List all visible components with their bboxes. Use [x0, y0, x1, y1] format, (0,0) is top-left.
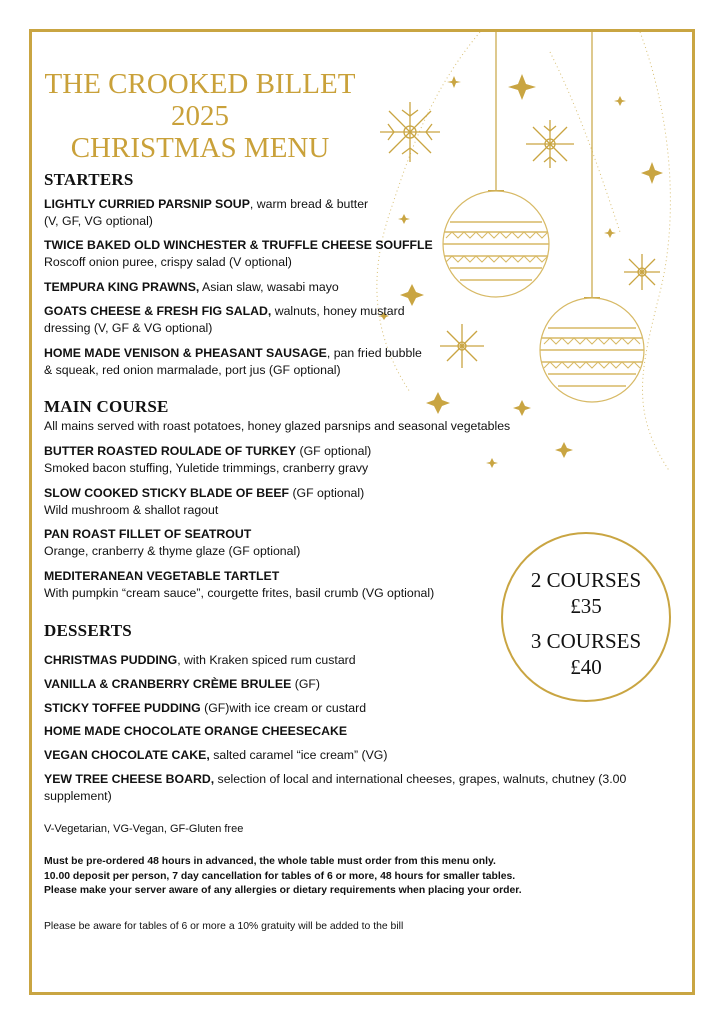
- dessert-item: HOME MADE CHOCOLATE ORANGE CHEESECAKE: [44, 724, 348, 738]
- main-item: SLOW COOKED STICKY BLADE OF BEEF (GF optional) Wild mushroom & shallot ragout: [44, 486, 365, 517]
- main-item: MEDITERANEAN VEGETABLE TARTLET With pumpkin “cream sauce”, courgette frites, basil crumb (VG optional): [44, 569, 435, 600]
- starter-item: TWICE BAKED OLD WINCHESTER & TRUFFLE CHEESE SOUFFLE Roscoff onion puree, crispy salad (V optional): [44, 238, 433, 269]
- starter-item: TEMPURA KING PRAWNS, Asian slaw, wasabi mayo: [44, 280, 339, 294]
- dessert-item: VEGAN CHOCOLATE CAKE, salted caramel “ice cream” (VG): [44, 748, 388, 762]
- dessert-item: STICKY TOFFEE PUDDING (GF)with ice cream or custard: [44, 701, 367, 715]
- three-courses-price: £40: [570, 655, 602, 679]
- starter-item: LIGHTLY CURRIED PARSNIP SOUP, warm bread & butter (V, GF, VG optional): [44, 197, 369, 228]
- bauble-icon: [443, 190, 549, 297]
- dessert-item: YEW TREE CHEESE BOARD, selection of local and international cheeses, grapes, walnuts, chutney (3.00 supplement): [44, 772, 627, 803]
- dessert-item: VANILLA & CRANBERRY CRÈME BRULEE (GF): [44, 677, 320, 691]
- menu-year: 2025: [171, 100, 229, 132]
- booking-notes: Must be pre-ordered 48 hours in advanced, the whole table must order from this menu only. 10.00 deposit per person, 7 day cancellation for tables of 6 or more, 48 hours for smaller tables. Please make your server aware of any allergies or dietary requirements when placing your order.: [44, 856, 522, 896]
- menu-title: CHRISTMAS MENU: [70, 132, 330, 164]
- starter-item: HOME MADE VENISON & PHEASANT SAUSAGE, pan fried bubble & squeak, red onion marmalade, port jus (GF optional): [44, 346, 422, 377]
- dessert-item: CHRISTMAS PUDDING, with Kraken spiced rum custard: [44, 653, 356, 667]
- two-courses-price: £35: [570, 594, 602, 618]
- restaurant-name: THE CROOKED BILLET: [44, 68, 356, 100]
- main-item: BUTTER ROASTED ROULADE OF TURKEY (GF optional) Smoked bacon stuffing, Yuletide trimmings, cranberry gravy: [44, 444, 372, 475]
- three-courses-label: 3 COURSES: [530, 629, 642, 653]
- two-courses-label: 2 COURSES: [530, 568, 642, 592]
- starters-heading: STARTERS: [44, 170, 134, 189]
- gratuity-note: Please be aware for tables of 6 or more a 10% gratuity will be added to the bill: [44, 921, 404, 932]
- starter-item: GOATS CHEESE & FRESH FIG SALAD, walnuts, honey mustard dressing (V, GF & VG optional): [44, 304, 405, 335]
- mains-intro: All mains served with roast potatoes, honey glazed parsnips and seasonal vegetables: [44, 419, 511, 433]
- main-item: PAN ROAST FILLET OF SEATROUT Orange, cranberry & thyme glaze (GF optional): [44, 527, 301, 558]
- mains-heading: MAIN COURSE: [44, 397, 169, 416]
- price-badge: [501, 532, 671, 702]
- desserts-heading: DESSERTS: [44, 621, 132, 640]
- bauble-icon: [540, 297, 644, 402]
- dietary-legend: V-Vegetarian, VG-Vegan, GF-Gluten free: [44, 823, 244, 835]
